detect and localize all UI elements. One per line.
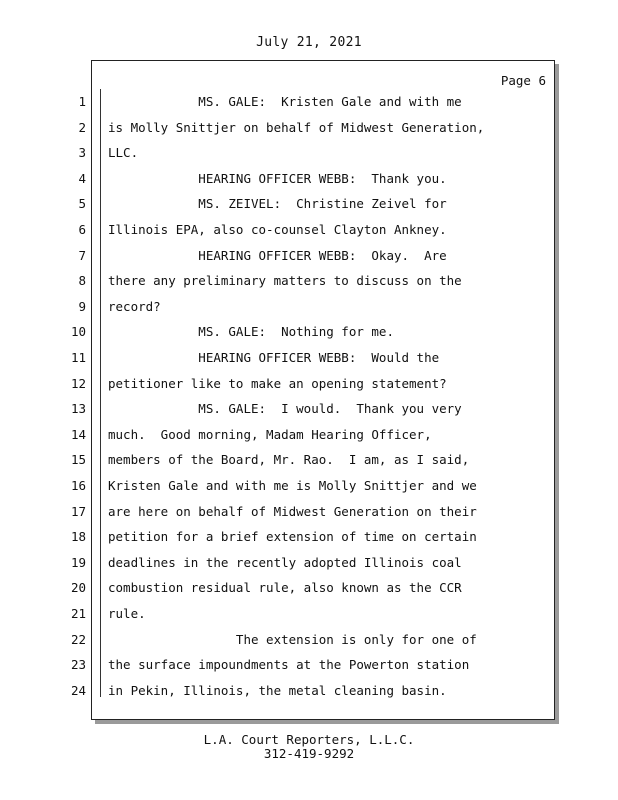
transcript-line: Kristen Gale and with me is Molly Snittjer and we xyxy=(108,478,477,493)
page-number: Page 6 xyxy=(500,73,546,88)
footer xyxy=(0,733,618,761)
transcript-line: there any preliminary matters to discuss on the xyxy=(108,273,462,288)
line-number: 14 xyxy=(70,427,86,442)
margin-rule xyxy=(100,89,101,697)
line-number: 5 xyxy=(78,196,86,211)
transcript-line: petition for a brief extension of time on certain xyxy=(108,529,477,544)
transcript-date: July 21, 2021 xyxy=(256,35,362,50)
transcript-line: in Pekin, Illinois, the metal cleaning basin. xyxy=(108,683,447,698)
reporter-company: L.A. Court Reporters, L.L.C. xyxy=(203,732,415,747)
line-number: 12 xyxy=(70,376,86,391)
reporter-phone: 312-419-9292 xyxy=(263,746,355,761)
line-number: 3 xyxy=(78,145,86,160)
line-number: 22 xyxy=(70,632,86,647)
transcript-line: MS. GALE: I would. Thank you very xyxy=(108,401,462,416)
line-number: 19 xyxy=(70,555,86,570)
transcript-line: record? xyxy=(108,299,161,314)
transcript-line: members of the Board, Mr. Rao. I am, as I said, xyxy=(108,452,470,467)
transcript-line: much. Good morning, Madam Hearing Officer, xyxy=(108,427,432,442)
transcript-line: rule. xyxy=(108,606,146,621)
line-number: 17 xyxy=(70,504,86,519)
line-number: 4 xyxy=(78,171,86,186)
line-number: 15 xyxy=(70,452,86,467)
transcript-line: MS. GALE: Kristen Gale and with me xyxy=(108,94,462,109)
transcript-line: the surface impoundments at the Powerton station xyxy=(108,657,470,672)
transcript-line: The extension is only for one of xyxy=(108,632,477,647)
line-number: 23 xyxy=(70,657,86,672)
transcript-line: is Molly Snittjer on behalf of Midwest Generation, xyxy=(108,120,485,135)
line-number: 13 xyxy=(70,401,86,416)
line-number: 20 xyxy=(70,580,86,595)
line-number: 1 xyxy=(78,94,86,109)
line-number: 24 xyxy=(70,683,86,698)
line-number: 11 xyxy=(70,350,86,365)
line-number: 7 xyxy=(78,248,86,263)
transcript-line: Illinois EPA, also co-counsel Clayton Ankney. xyxy=(108,222,447,237)
transcript-line: deadlines in the recently adopted Illinois coal xyxy=(108,555,462,570)
line-number: 18 xyxy=(70,529,86,544)
transcript-line: combustion residual rule, also known as the CCR xyxy=(108,580,462,595)
transcript-line: HEARING OFFICER WEBB: Thank you. xyxy=(108,171,447,186)
transcript-line: are here on behalf of Midwest Generation on their xyxy=(108,504,477,519)
line-number: 16 xyxy=(70,478,86,493)
line-number: 10 xyxy=(70,324,86,339)
transcript-line: MS. GALE: Nothing for me. xyxy=(108,324,394,339)
line-number: 8 xyxy=(78,273,86,288)
transcript-line: petitioner like to make an opening statement? xyxy=(108,376,447,391)
transcript-line: HEARING OFFICER WEBB: Okay. Are xyxy=(108,248,447,263)
transcript-line: HEARING OFFICER WEBB: Would the xyxy=(108,350,440,365)
line-number: 9 xyxy=(78,299,86,314)
line-number: 2 xyxy=(78,120,86,135)
line-number: 6 xyxy=(78,222,86,237)
transcript-line: MS. ZEIVEL: Christine Zeivel for xyxy=(108,196,447,211)
transcript-line: LLC. xyxy=(108,145,139,160)
line-number: 21 xyxy=(70,606,86,621)
